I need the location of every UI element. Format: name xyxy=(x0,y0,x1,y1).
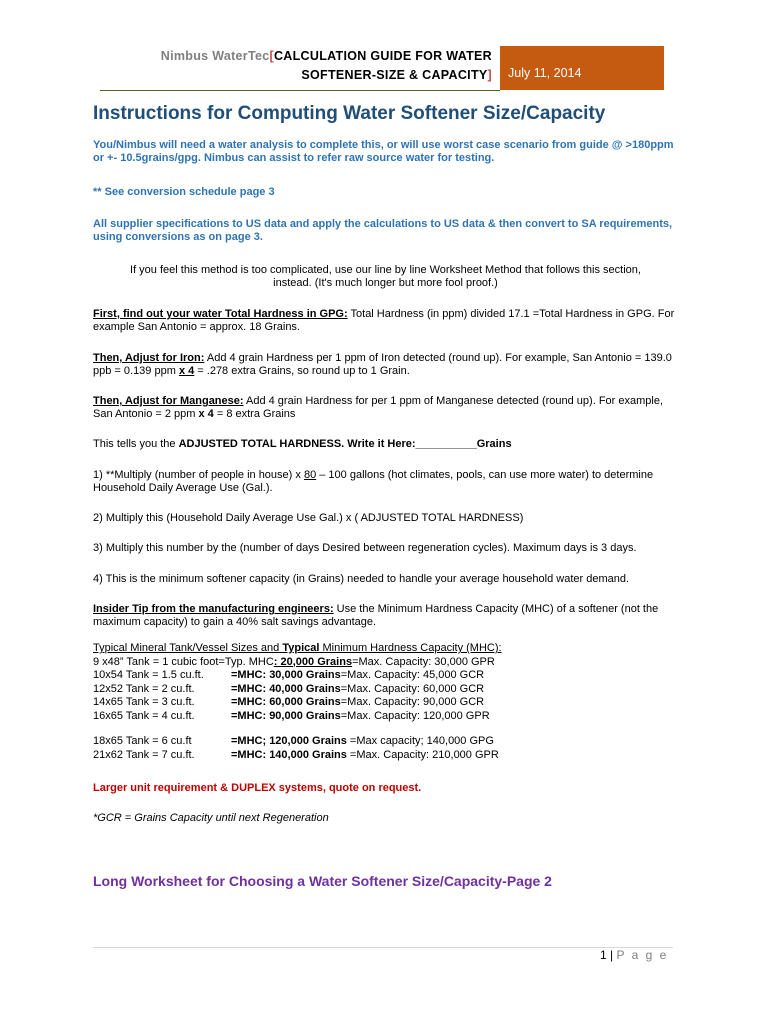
iron-label: Then, Adjust for Iron: xyxy=(93,352,205,364)
adjusted-write-field: ADJUSTED TOTAL HARDNESS. Write it Here:__________Grains xyxy=(178,438,512,450)
iron-text-a: Add 4 grain Hardness per 1 ppm of Iron detected (round up). For example, San Antonio = 139.0 ppb = 0.139 ppm xyxy=(93,352,672,377)
max-capacity: =Max. Capacity: 30,000 GPR xyxy=(352,655,495,668)
tank-size: 16x65 Tank = 4 cu.ft. xyxy=(93,709,195,722)
hardness-text: Total Hardness (in ppm) divided 17.1 =Total Hardness in GPG. For example San Antonio = approx. 18 Grains. xyxy=(93,308,675,333)
worksheet-note-line2: instead. (It's much longer but more fool proof.) xyxy=(273,277,498,289)
page-title: Instructions for Computing Water Softener Size/Capacity xyxy=(93,103,606,124)
adjusted-hardness-line xyxy=(93,438,678,451)
footer-divider xyxy=(93,947,673,948)
table-row xyxy=(93,656,502,670)
hardness-step xyxy=(93,308,678,334)
footer-separator: | xyxy=(606,948,617,962)
company-name: Nimbus WaterTec xyxy=(160,49,270,63)
step-2: 2) Multiply this (Household Daily Average Use Gal.) x ( ADJUSTED TOTAL HARDNESS) xyxy=(93,512,524,524)
step-1-text-a: 1) **Multiply (number of people in house) x xyxy=(93,469,304,481)
mhc-prefix: =Typ. MHC xyxy=(218,655,274,668)
worksheet-note-line1: If you feel this method is too complicated, use our line by line Worksheet Method that follows this section, xyxy=(130,264,641,276)
tank-table xyxy=(93,642,502,762)
intro-paragraph-1: You/Nimbus will need a water analysis to complete this, or will use worst case scenario from guide @ >180ppm or +- 10.5grains/gpg. Nimbus can assist to refer raw source water for testing. xyxy=(93,139,674,164)
header-title-line2 xyxy=(301,68,492,82)
table-heading-c: Minimum Hardness Capacity (MHC): xyxy=(319,642,502,654)
header-date-block xyxy=(500,46,664,90)
max-capacity: =Max. Capacity: 210,000 GPR xyxy=(346,748,499,761)
max-capacity: =Max. Capacity: 45,000 GCR xyxy=(340,669,485,681)
worksheet-note xyxy=(93,264,678,290)
document-title-line2: SOFTENER-SIZE & CAPACITY xyxy=(301,68,488,82)
mhc-value: =MHC: 60,000 Grains xyxy=(231,696,341,708)
max-capacity: =Max. Capacity: 120,000 GPR xyxy=(340,709,490,722)
adjusted-text: This tells you the xyxy=(93,438,179,450)
table-spacer xyxy=(93,723,502,735)
header-title-line1 xyxy=(161,49,492,63)
page-footer xyxy=(600,948,672,962)
tank-size: 21x62 Tank = 7 cu.ft. xyxy=(93,748,195,761)
header-title-block xyxy=(100,46,500,91)
intro-paragraph-3: All supplier specifications to US data and apply the calculations to US data & then convert to SA requirements, using conversions as on page 3. xyxy=(93,218,673,243)
bracket-open: [ xyxy=(269,49,274,63)
gcr-note: *GCR = Grains Capacity until next Regeneration xyxy=(93,812,329,824)
max-capacity: =Max. Capacity: 90,000 GCR xyxy=(340,696,485,708)
manganese-step xyxy=(93,395,678,421)
page-number: 1 xyxy=(600,948,607,962)
mhc-value: : 20,000 Grains xyxy=(273,655,353,668)
bracket-close: ] xyxy=(487,68,492,82)
mhc-value: =MHC: 30,000 Grains xyxy=(231,669,341,681)
tank-size: 12x52 Tank = 2 cu.ft. xyxy=(93,682,195,695)
max-capacity: =Max capacity; 140,000 GPG xyxy=(346,735,494,747)
manganese-text-a: Add 4 grain Hardness for per 1 ppm of Manganese detected (round up). For example, San Antonio = 2 ppm xyxy=(93,395,664,420)
mhc-value: =MHC: 90,000 Grains xyxy=(231,709,341,722)
hardness-label: First, find out your water Total Hardness in GPG: xyxy=(93,308,348,320)
iron-multiplier: x 4 xyxy=(178,365,195,377)
step-1-text-b: – 100 gallons (hot climates, pools, can use more water) to determine Household Daily Average Use (Gal.). xyxy=(93,469,654,494)
iron-step xyxy=(93,352,678,378)
tip-label: Insider Tip from the manufacturing engineers: xyxy=(93,603,334,615)
duplex-note: Larger unit requirement & DUPLEX systems, quote on request. xyxy=(93,782,422,794)
mhc-value: =MHC; 120,000 Grains xyxy=(231,735,347,747)
header-date: July 11, 2014 xyxy=(508,66,582,80)
manganese-text-b: = 8 extra Grains xyxy=(213,408,296,420)
table-heading-b: Typical xyxy=(282,642,320,654)
worksheet-heading: Long Worksheet for Choosing a Water Softener Size/Capacity-Page 2 xyxy=(93,873,552,889)
document-title-line1: CALCULATION GUIDE FOR WATER xyxy=(273,49,492,63)
tank-size: 10x54 Tank = 1.5 cu.ft. xyxy=(93,669,204,681)
insider-tip xyxy=(93,603,678,629)
table-row xyxy=(93,669,502,683)
table-row xyxy=(93,696,502,710)
table-heading xyxy=(93,642,502,656)
tank-size: 18x65 Tank = 6 cu.ft xyxy=(93,735,192,747)
table-row xyxy=(93,749,502,763)
tank-size: 9 x48” Tank = 1 cubic foot xyxy=(93,655,219,668)
mhc-value: =MHC: 40,000 Grains xyxy=(231,682,341,695)
max-capacity: =Max. Capacity: 60,000 GCR xyxy=(340,682,485,695)
table-row xyxy=(93,710,502,724)
intro-paragraph-2: ** See conversion schedule page 3 xyxy=(93,186,275,198)
table-row xyxy=(93,735,502,749)
page-word: P a g e xyxy=(616,948,669,962)
step-1 xyxy=(93,469,678,495)
iron-text-b: = .278 extra Grains, so round up to 1 Grain. xyxy=(194,365,410,377)
table-heading-a: Typical Mineral Tank/Vessel Sizes and xyxy=(93,642,283,654)
step-1-80: 80 xyxy=(303,469,317,481)
mhc-value: =MHC: 140,000 Grains xyxy=(231,748,347,761)
step-3: 3) Multiply this number by the (number of days Desired between regeneration cycles). Maximum days is 3 days. xyxy=(93,542,637,554)
manganese-multiplier: x 4 xyxy=(198,408,214,420)
manganese-label: Then, Adjust for Manganese: xyxy=(93,395,244,407)
tip-text: Use the Minimum Hardness Capacity (MHC) of a softener (not the maximum capacity) to gain a 40% salt savings advantage. xyxy=(93,603,659,628)
table-row xyxy=(93,683,502,697)
tank-size: 14x65 Tank = 3 cu.ft. xyxy=(93,696,195,708)
step-4: 4) This is the minimum softener capacity (in Grains) needed to handle your average household water demand. xyxy=(93,573,630,585)
